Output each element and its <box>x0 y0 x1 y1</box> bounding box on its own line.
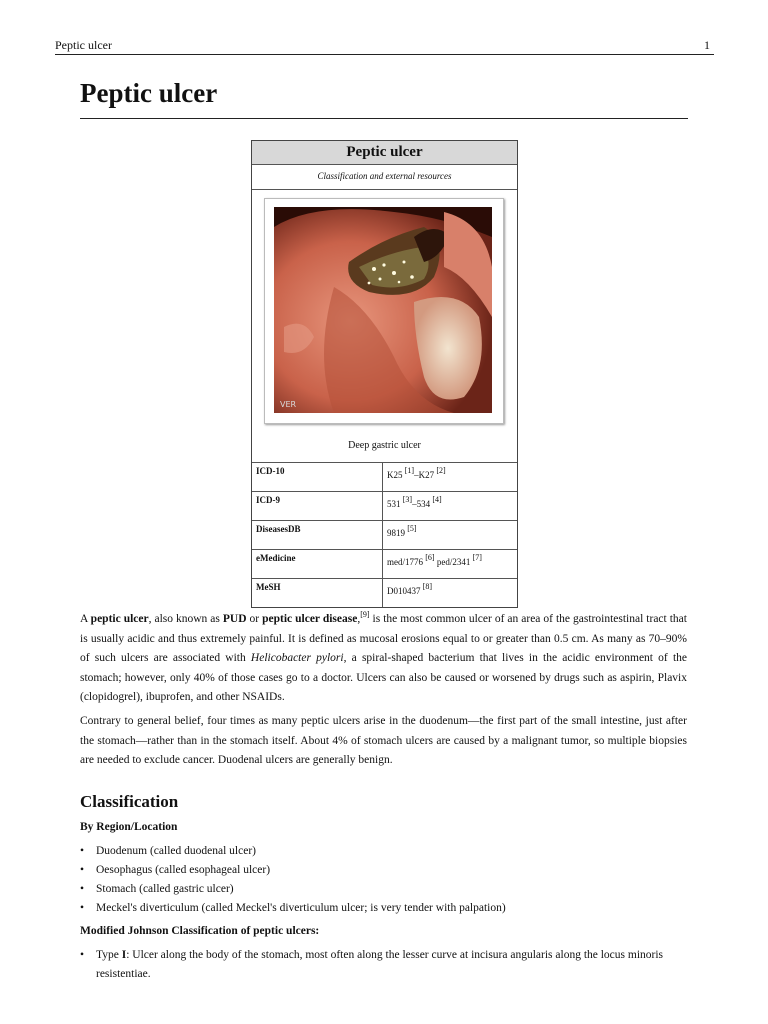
running-header-title: Peptic ulcer <box>55 38 112 52</box>
infobox-row-icd10 <box>252 462 517 491</box>
infobox-subheading[interactable]: Classification and external resources <box>252 165 517 190</box>
ref-link[interactable]: [6] <box>425 553 435 562</box>
intro-paragraph-1: A peptic ulcer, also known as PUD or peptic ulcer disease,[9] is the most common ulcer of an area of the gastrointestinal tract that is usually acidic and thus extremely painful. It is defined as mucosal erosions equal to or greater than 0.5 cm. As many as 70–90% of such ulcers are associated with Helicobacter pylori, a spiral-shaped bacterium that lives in the acidic environment of the stomach; however, only 40% of those cases go to a doctor. Ulcers can also be caused or worsened by drugs such as aspirin, Plavix (clopidogrel), ibuprofen, and other NSAIDs. <box>80 610 687 703</box>
list-item: • Stomach (called gastric ulcer) <box>80 880 680 899</box>
ref-link[interactable]: [8] <box>422 582 433 591</box>
list-item: • Duodenum (called duodenal ulcer) <box>80 842 680 861</box>
bacterium-link[interactable]: Helicobacter pylori <box>250 652 344 664</box>
infobox-key: ICD-10 <box>252 463 383 491</box>
code-link[interactable]: –K27 <box>414 470 437 480</box>
ref-link[interactable]: [4] <box>432 495 442 504</box>
endoscopy-image[interactable] <box>274 207 492 413</box>
infobox-value <box>383 550 517 578</box>
infobox-image-area <box>252 190 517 462</box>
header-rule <box>55 54 714 55</box>
ref-link[interactable]: [5] <box>407 524 417 533</box>
ref-link[interactable]: [7] <box>472 553 482 562</box>
infobox-value <box>383 463 517 491</box>
code-link[interactable]: 531 <box>387 499 403 509</box>
title-rule <box>80 118 688 119</box>
list-item: • Type I: Ulcer along the body of the stomach, most often along the lesser curve at incisura angularis along the locus minoris resistentiae. <box>80 946 680 984</box>
infobox-row-icd9 <box>252 491 517 520</box>
infobox-key: eMedicine <box>252 550 383 578</box>
infobox-key: DiseasesDB <box>252 521 383 549</box>
section-heading-classification: Classification <box>80 792 179 811</box>
johnson-list <box>80 946 680 984</box>
infobox-row-emedicine <box>252 549 517 578</box>
code-link[interactable]: –534 <box>412 499 433 509</box>
list-item: • Meckel's diverticulum (called Meckel's diverticulum ulcer; is very tender with palpation) <box>80 899 680 918</box>
ref-link[interactable]: [2] <box>436 466 446 475</box>
code-link[interactable]: med/1776 <box>387 557 426 567</box>
infobox-row-diseasesdb <box>252 520 517 549</box>
infobox-key: MeSH <box>252 579 383 607</box>
list-item: • Oesophagus (called esophageal ulcer) <box>80 861 680 880</box>
infobox-value <box>383 579 517 607</box>
ref-link[interactable]: [1] <box>404 466 415 475</box>
intro-paragraph-2: Contrary to general belief, four times as many peptic ulcers arise in the duodenum—the first part of the small intestine, just after the stomach—rather than in the stomach itself. About 4% of stomach ulcers are caused by a malignant tumor, so multiple biopsies are needed to exclude cancer. Duodenal ulcers are generally benign. <box>80 715 687 766</box>
infobox-rows <box>252 462 517 607</box>
ulcer-photo-frame <box>264 198 504 424</box>
region-list <box>80 842 680 918</box>
infobox-value <box>383 492 517 520</box>
infobox <box>251 140 518 608</box>
infobox-heading: Peptic ulcer <box>252 141 517 165</box>
subheading-johnson: Modified Johnson Classification of peptic ulcers: <box>80 925 320 937</box>
subheading-by-region: By Region/Location <box>80 821 178 833</box>
ref-link[interactable]: [3] <box>402 495 413 504</box>
code-link[interactable]: 9819 <box>387 528 408 538</box>
code-link[interactable]: ped/2341 <box>434 557 473 567</box>
infobox-value <box>383 521 517 549</box>
infobox-row-mesh <box>252 578 517 607</box>
page-number: 1 <box>704 38 710 52</box>
page-title: Peptic ulcer <box>80 78 218 108</box>
infobox-image-caption: Deep gastric ulcer <box>348 440 421 451</box>
image-watermark: VER <box>280 400 297 409</box>
infobox-key: ICD-9 <box>252 492 383 520</box>
code-link[interactable]: K25 <box>387 470 405 480</box>
ref-link[interactable]: [9] <box>360 610 370 619</box>
code-link[interactable]: D010437 <box>387 586 423 596</box>
